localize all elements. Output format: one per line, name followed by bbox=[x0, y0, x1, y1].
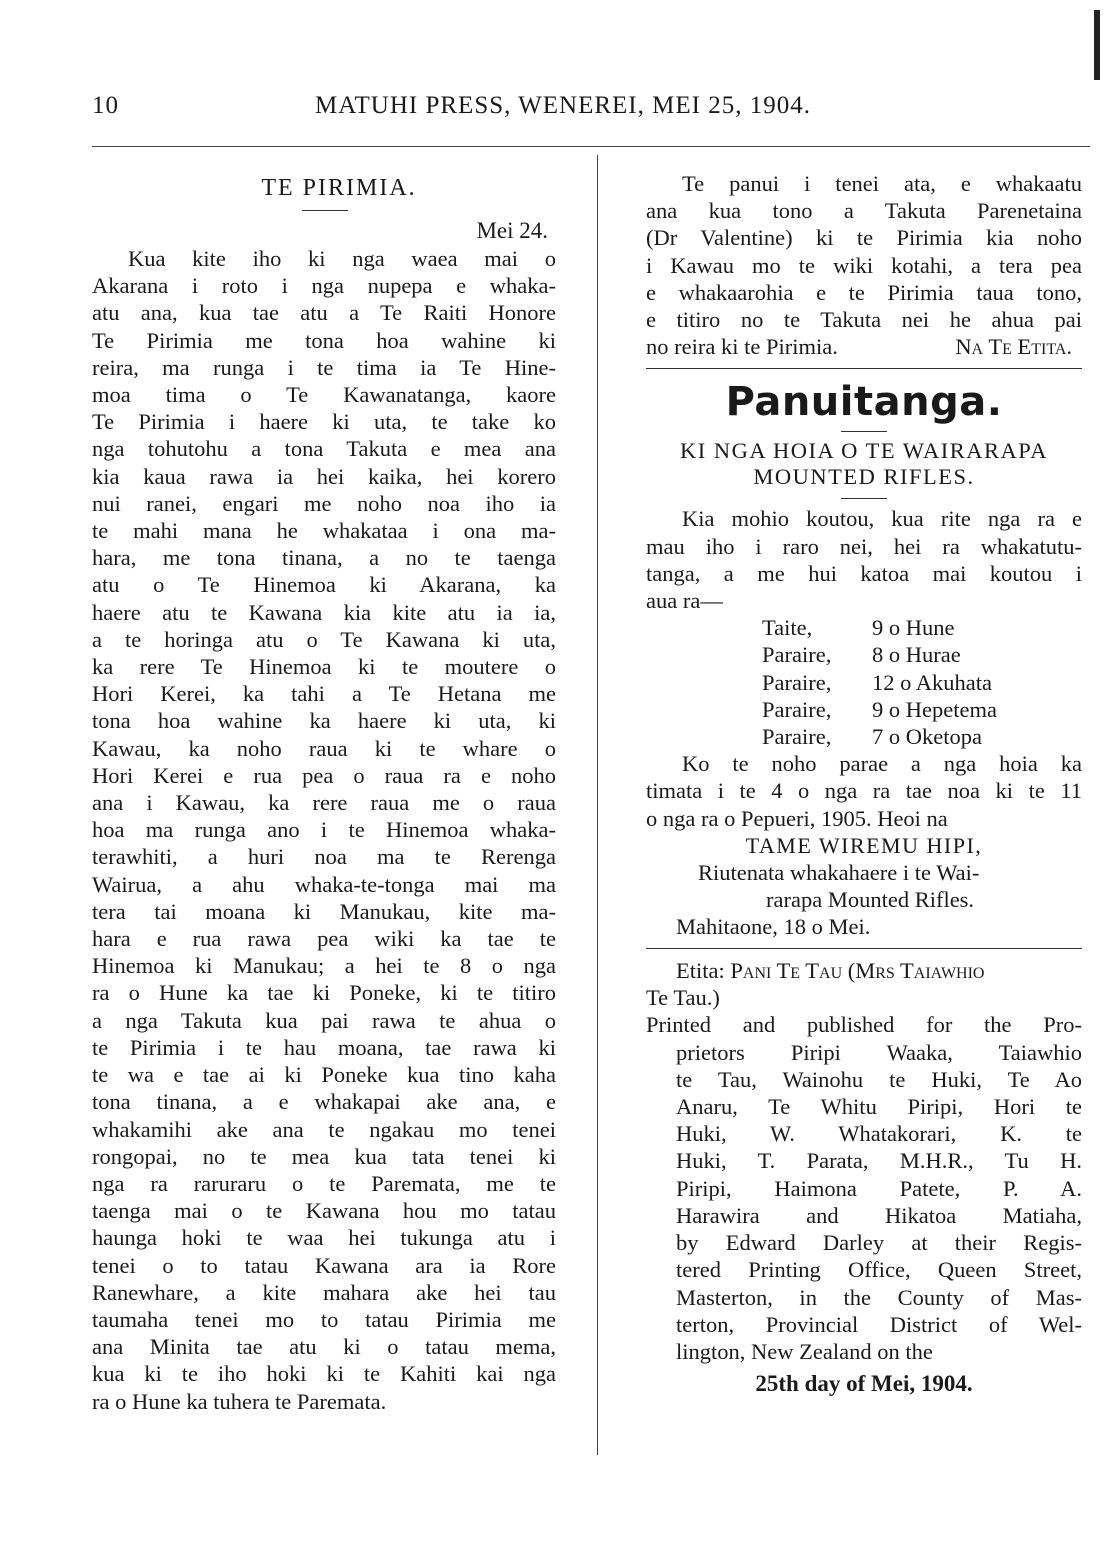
imprint-lines bbox=[646, 1011, 1082, 1365]
date-day: Paraire, bbox=[762, 642, 832, 668]
date-day: Paraire, bbox=[762, 669, 832, 695]
text-line: a te horinga atu o Te Kawana ki uta, bbox=[92, 626, 556, 652]
date-row bbox=[762, 614, 1082, 641]
date-day: Paraire, bbox=[762, 724, 832, 750]
text-line: reira, ma runga i te tima ia Te Hine- bbox=[92, 354, 556, 380]
sub-title-2: MOUNTED RIFLES. bbox=[753, 464, 975, 490]
text-line: rongopai, no te mea kua tata tenei ki bbox=[92, 1143, 556, 1169]
text-line: Kua kite iho ki nga waea mai o bbox=[128, 246, 556, 271]
text-line: hara e rua rawa pea wiki ka tae te bbox=[92, 926, 556, 952]
text-line: terawhiti, a huri noa ma te Rerenga bbox=[92, 844, 556, 870]
text-line: (Dr Valentine) ki te Pirimia kia noho bbox=[646, 225, 1082, 251]
text-line: tona hoa wahine ka haere ki uta, ki bbox=[92, 708, 556, 734]
signer-name: TAME WIREMU HIPI, bbox=[745, 832, 983, 858]
imprint bbox=[646, 957, 1082, 1399]
right-column bbox=[646, 170, 1082, 1399]
date-value: 7 o Oketopa bbox=[872, 724, 982, 750]
text-line: taenga mai o te Kawana hou mo tatau bbox=[92, 1198, 556, 1224]
text-line: e whakaarohia e te Pirimia taua tono, bbox=[646, 279, 1082, 305]
text-line: i Kawau mo te wiki kotahi, a tera pea bbox=[646, 252, 1082, 278]
text-line: kia kaua rawa ia hei kaika, hei korero bbox=[92, 463, 556, 489]
text-line: Te panui i tenei ata, e whakaatu bbox=[682, 171, 1082, 196]
notice-rule bbox=[646, 368, 1082, 369]
article-date: Mei 24. bbox=[476, 218, 548, 243]
imprint-line: Anaru, Te Whitu Piripi, Hori te bbox=[676, 1094, 1082, 1120]
text-line: hoa ma runga ano i te Hinemoa whaka- bbox=[92, 817, 556, 843]
imprint-line: Masterton, in the County of Mas- bbox=[676, 1284, 1082, 1310]
page-edge-mark bbox=[1094, 10, 1100, 80]
notice-body bbox=[646, 170, 1082, 360]
date-value: 8 o Hurae bbox=[872, 642, 961, 668]
editor-line bbox=[646, 957, 1082, 984]
text-line: te wa e tae ai ki Poneke kua tino kaha bbox=[92, 1062, 556, 1088]
text-line: a nga Takuta kua pai rawa te ahua o bbox=[92, 1007, 556, 1033]
parade-dates bbox=[762, 614, 1082, 750]
text-line: Wairua, a ahu whaka-te-tonga mai ma bbox=[92, 871, 556, 897]
page-number: 10 bbox=[92, 92, 119, 119]
text-line: ra o Hune ka tae ki Poneke, ki te titiro bbox=[92, 980, 556, 1006]
column-divider bbox=[597, 155, 598, 1455]
text-line: tanga, a me hui katoa mai koutou i bbox=[646, 560, 1082, 586]
text-line: ka rere Te Hinemoa ki te moutere o bbox=[92, 654, 556, 680]
text-line: Te Pirimia me tona hoa wahine ki bbox=[92, 327, 556, 353]
imprint-line: tered Printing Office, Queen Street, bbox=[676, 1257, 1082, 1283]
text-line: haere atu te Kawana kia kite atu ia ia, bbox=[92, 599, 556, 625]
imprint-line: terton, Provincial District of Wel- bbox=[676, 1311, 1082, 1337]
imprint-line: by Edward Darley at their Regis- bbox=[676, 1230, 1082, 1256]
editor-cont: Te Tau.) bbox=[646, 985, 720, 1011]
text-line: ana Minita tae atu ki o tatau mema, bbox=[92, 1334, 556, 1360]
text-line: kua ki te iho hoki ki te Kahiti kai nga bbox=[92, 1361, 556, 1387]
imprint-line: Piripi, Haimona Patete, P. A. bbox=[676, 1175, 1082, 1201]
editor-label: Etita: bbox=[676, 958, 725, 984]
text-line: Ranewhare, a kite mahara ake hei tau bbox=[92, 1279, 556, 1305]
notice-signature: Na Te Etita. bbox=[955, 334, 1072, 360]
imprint-line: prietors Piripi Waaka, Taiawhio bbox=[676, 1039, 1082, 1065]
imprint-line: lington, New Zealand on the bbox=[676, 1338, 933, 1364]
text-line: haunga hoki te waa hei tukunga atu i bbox=[92, 1225, 556, 1251]
text-line: atu o Te Hinemoa ki Akarana, ka bbox=[92, 572, 556, 598]
text-line: tona tinana, a e whakapai ake ana, e bbox=[92, 1089, 556, 1115]
text-line: nui ranei, engari me noho noa iho ia bbox=[92, 490, 556, 516]
text-line: e titiro no te Takuta nei he ahua pai bbox=[646, 307, 1082, 333]
article-body bbox=[92, 245, 556, 1415]
date-value: 9 o Hune bbox=[872, 615, 955, 641]
text-line: ra o Hune ka tuhera te Paremata. bbox=[92, 1388, 387, 1414]
notice-last-line: no reira ki te Pirimia. bbox=[646, 334, 838, 360]
text-line: timata i te 4 o nga ra tae noa ki te 11 bbox=[646, 778, 1082, 804]
text-line: ana i Kawau, ka rere raua me o raua bbox=[92, 790, 556, 816]
intro-body bbox=[646, 505, 1082, 614]
text-line: mau iho i raro nei, hei ra whakatutu- bbox=[646, 533, 1082, 559]
date-value: 9 o Hepetema bbox=[872, 696, 997, 722]
text-line: tera tai moana ki Manukau, kite ma- bbox=[92, 898, 556, 924]
date-value: 12 o Akuhata bbox=[872, 669, 992, 695]
article-title: TE PIRIMIA. bbox=[261, 175, 417, 201]
text-line: moa tima o Te Kawanatanga, kaore bbox=[92, 382, 556, 408]
date-day: Paraire, bbox=[762, 696, 832, 722]
text-line: Akarana i roto i nga nupepa e whaka- bbox=[92, 273, 556, 299]
place-date: Mahitaone, 18 o Mei. bbox=[676, 913, 871, 939]
editor-name: Pani Te Tau (Mrs Taiawhio bbox=[730, 958, 985, 984]
page-header bbox=[92, 92, 1092, 132]
imprint-line: te Tau, Wainohu te Huki, Te Ao bbox=[676, 1066, 1082, 1092]
text-line: whakamihi ake ana te ngakau mo tenei bbox=[92, 1116, 556, 1142]
text-line bbox=[646, 333, 1082, 360]
text-line: aua ra— bbox=[646, 588, 723, 614]
text-line: o nga ra o Pepueri, 1905. Heoi na bbox=[646, 805, 948, 831]
date-row bbox=[762, 669, 1082, 696]
signer-role-2: rarapa Mounted Rifles. bbox=[766, 886, 975, 912]
title-rule bbox=[302, 210, 348, 211]
left-column bbox=[92, 170, 556, 1415]
text-line: Hori Kerei, ka tahi a Te Hetana me bbox=[92, 681, 556, 707]
sub-title-rule bbox=[841, 498, 887, 499]
text-line: nga ra raruraru o te Paremata, me te bbox=[92, 1170, 556, 1196]
text-line: Ko te noho parae a nga hoia ka bbox=[682, 751, 1082, 777]
text-line: Te Pirimia i haere ki uta, te take ko bbox=[92, 409, 556, 435]
imprint-line: Huki, W. Whatakorari, K. te bbox=[676, 1121, 1082, 1147]
text-line: ana kua tono a Takuta Parenetaina bbox=[646, 198, 1082, 224]
text-line: Hinemoa ki Manukau; a hei te 8 o nga bbox=[92, 953, 556, 979]
masthead: MATUHI PRESS, WENEREI, MEI 25, 1904. bbox=[315, 92, 811, 119]
date-row bbox=[762, 723, 1082, 750]
after-body bbox=[646, 750, 1082, 832]
date-day: Taite, bbox=[762, 615, 813, 641]
text-line: Kia mohio koutou, kua rite nga ra e bbox=[682, 506, 1082, 532]
imprint-date: 25th day of Mei, 1904. bbox=[755, 1371, 973, 1397]
text-line: te mahi mana he whakataa i ona ma- bbox=[92, 518, 556, 544]
imprint-rule bbox=[646, 948, 1082, 949]
date-row bbox=[762, 696, 1082, 723]
text-line: Kawau, ka noho raua ki te whare o bbox=[92, 735, 556, 761]
text-line: hara, me tona tinana, a no te taenga bbox=[92, 545, 556, 571]
panui-rule bbox=[841, 431, 887, 432]
signer-role-1: Riutenata whakahaere i te Wai- bbox=[698, 859, 980, 885]
imprint-line: Harawira and Hikatoa Matiaha, bbox=[676, 1202, 1082, 1228]
text-line: Hori Kerei e rua pea o raua ra e noho bbox=[92, 762, 556, 788]
text-line: tenei o to tatau Kawana ara ia Rore bbox=[92, 1252, 556, 1278]
text-line: atu ana, kua tae atu a Te Raiti Honore bbox=[92, 300, 556, 326]
text-line: taumaha tenei mo to tatau Pirimia me bbox=[92, 1306, 556, 1332]
date-row bbox=[762, 641, 1082, 668]
imprint-line: Printed and published for the Pro- bbox=[646, 1012, 1082, 1038]
panuitanga-title: Panuitanga. bbox=[725, 379, 1003, 426]
text-line: te Pirimia i te hau moana, tae rawa ki bbox=[92, 1034, 556, 1060]
text-line: nga tohutohu a tona Takuta e mea ana bbox=[92, 436, 556, 462]
imprint-line: Huki, T. Parata, M.H.R., Tu H. bbox=[676, 1148, 1082, 1174]
header-rule bbox=[92, 146, 1090, 147]
sub-title-1: KI NGA HOIA O TE WAIRARAPA bbox=[680, 438, 1048, 464]
